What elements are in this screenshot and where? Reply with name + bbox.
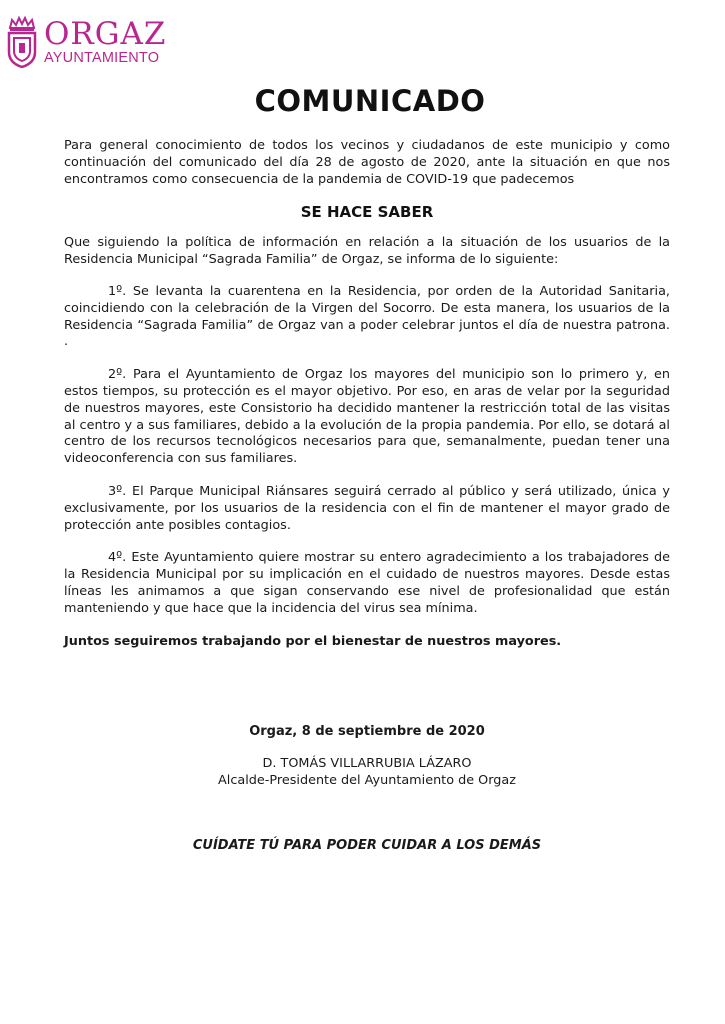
document-title: COMUNICADO	[254, 84, 486, 118]
motto: CUÍDATE TÚ PARA PODER CUIDAR A LOS DEMÁS	[192, 838, 542, 853]
document-date: Orgaz, 8 de septiembre de 2020	[249, 724, 485, 739]
crest-logo-icon	[6, 16, 38, 68]
intro-paragraph: Para general conocimiento de todos los vecinos y ciudadanos de este municipio y como continuación del comunicado del día 28 de agosto de 2020, ante la situación en que nos encontramos como consecuencia de la pandemia de COVID-19 que padecemos	[64, 138, 670, 187]
document-body	[64, 84, 670, 853]
point-paragraph-4: 4º. Este Ayuntamiento quiere mostrar su entero agradecimiento a los trabajadores de la Residencia Municipal por su implicación en el cuidado de nuestros mayores. Desde estas líneas les animamos a que sigan conservando ese nivel de profesionalidad que están manteniendo y que hace que la incidencia del virus sea mínima.	[64, 550, 670, 616]
signatory-name: D. TOMÁS VILLARRUBIA LÁZARO	[262, 756, 472, 771]
closing-statement: Juntos seguiremos trabajando por el bienestar de nuestros mayores.	[64, 633, 562, 649]
point-paragraph-1: 1º. Se levanta la cuarentena en la Residencia, por orden de la Autoridad Sanitaria, coincidiendo con la celebración de la Virgen del Socorro. De esta manera, los usuarios de la Residencia “Sagrada Familia” de Orgaz van a poder celebrar juntos el día de nuestra patrona. .	[64, 283, 670, 350]
point-paragraph-2: 2º. Para el Ayuntamiento de Orgaz los mayores del municipio son lo primero y, en estos tiempos, su protección es el mayor objetivo. Por eso, en aras de velar por la seguridad de nuestros mayores, este Consistorio ha decidido mantener la restricción total de las visitas al centro y a sus familiares, debido a la evolución de la propia pandemia. Por ello, se dotará al centro de los recursos tecnológicos necesarios para que, semanalmente, puedan tener una videoconferencia con sus familiares.	[64, 367, 670, 467]
lead-paragraph: Que siguiendo la política de información en relación a la situación de los usuarios de la Residencia Municipal “Sagrada Familia” de Orgaz, se informa de lo siguiente:	[64, 235, 670, 268]
brand-name: ORGAZ	[44, 15, 167, 52]
brand	[44, 15, 167, 66]
signatory-title: Alcalde-Presidente del Ayuntamiento de Orgaz	[218, 773, 516, 788]
header	[6, 12, 166, 72]
document-subtitle: SE HACE SABER	[300, 203, 434, 222]
brand-subtitle: AYUNTAMIENTO	[44, 49, 160, 66]
point-paragraph-3: 3º. El Parque Municipal Riánsares seguirá cerrado al público y será utilizado, única y exclusivamente, por los usuarios de la residencia con el fin de mantener el mayor grado de protección ante posibles contagios.	[64, 483, 670, 533]
